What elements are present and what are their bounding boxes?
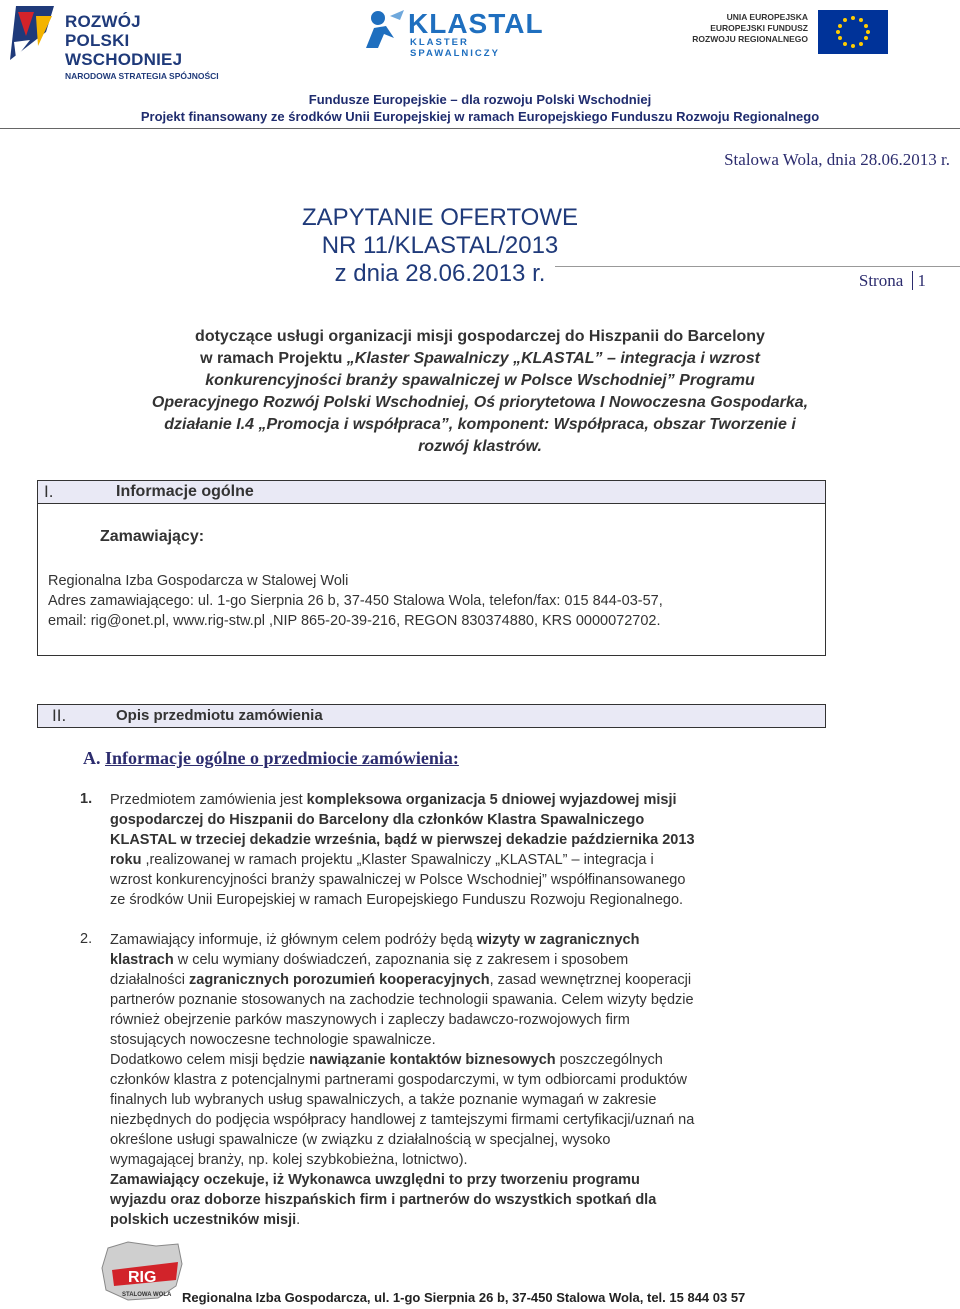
rig-logo xyxy=(98,1240,184,1304)
header-rule xyxy=(0,128,960,129)
item2-l13: Zamawiający oczekuje, iż Wykonawca uwzględni to przy tworzeniu programu xyxy=(110,1172,640,1188)
item2-l3b: zagranicznych porozumień kooperacyjnych xyxy=(189,972,490,988)
fund-line-2: Projekt finansowany ze środków Unii Europejskiej w ramach Europejskiego Funduszu Rozwoju Regionalnego xyxy=(140,109,820,124)
rig-poland-map-icon xyxy=(98,1240,184,1304)
subject-line3 xyxy=(40,370,920,392)
item2-l2b: w celu wymiany doświadczeń, zapoznania się z zakresem i sposobem xyxy=(173,952,629,968)
subject-line2-b: „Klaster Spawalniczy „KLASTAL” – integracja i wzrost xyxy=(346,350,760,367)
eu-flag-icon xyxy=(818,10,888,54)
item2-l15a: polskich uczestników misji xyxy=(110,1212,297,1228)
section-2-number: II. xyxy=(52,706,67,725)
klastal-welder-icon xyxy=(360,8,406,50)
address-line3: email: rig@onet.pl, www.rig-stw.pl ,NIP 865-20-39-216, REGON 830374880, KRS 0000072702. xyxy=(48,613,661,629)
logo-klastal xyxy=(360,8,560,59)
subject-line2 xyxy=(40,348,920,370)
logo-unia-europejska xyxy=(688,10,888,52)
address-line1: Regionalna Izba Gospodarcza w Stalowej Woli xyxy=(48,573,349,589)
item1-line6: ze środków Unii Europejskiej w ramach Europejskiego Funduszu Rozwoju Regionalnego. xyxy=(110,892,684,908)
subsection-a-letter: A. xyxy=(83,748,101,768)
item2-line6: stosujących nowoczesne technologie spawalnicze. xyxy=(110,1032,436,1048)
title-line2: NR 11/KLASTAL/2013 xyxy=(321,232,559,259)
subject-line2-a: w ramach Projektu xyxy=(200,350,347,367)
item1-l1a: Przedmiotem zamówienia jest xyxy=(110,792,307,808)
subject-line6 xyxy=(40,436,920,458)
item1-line3 xyxy=(110,830,814,850)
title-line3: z dnia 28.06.2013 r. xyxy=(334,260,546,287)
subsection-a-title xyxy=(83,748,459,769)
item2-l7a: Dodatkowo celem misji będzie xyxy=(110,1052,310,1068)
section-order-description-header xyxy=(37,704,826,728)
item2-line4: partnerów poznanie stosowanych na zachodzie technologii spawania. Celem wizyty będzie xyxy=(110,992,694,1008)
page-number-rule xyxy=(555,266,960,267)
subject-line3-text: konkurencyjności branży spawalniczej w Polsce Wschodniej” Programu xyxy=(205,372,755,389)
item1-line5: wzrost konkurencyjności branży spawalniczej w Polsce Wschodniej” współfinansowanego xyxy=(110,872,686,888)
item-2-number: 2. xyxy=(80,931,93,947)
item1-line2 xyxy=(110,810,814,830)
item1-l2: gospodarczej do Hiszpanii do Barcelony dla członków Klastra Spawalniczego xyxy=(110,812,645,828)
item2-line11: określone usługi spawalnicze (w związku z działalnością w specjalnej, wysoko xyxy=(110,1132,611,1148)
subject-line5 xyxy=(40,414,920,436)
item-1-text xyxy=(110,790,814,910)
fund-line-1: Fundusze Europejskie – dla rozwoju Polski Wschodniej xyxy=(308,92,652,107)
item2-line13 xyxy=(110,1170,814,1190)
rpw-line2: POLSKI WSCHODNIEJ xyxy=(65,31,183,69)
footer-text: Regionalna Izba Gospodarcza, ul. 1-go Sierpnia 26 b, 37-450 Stalowa Wola, tel. 15 844 03 57 xyxy=(182,1290,746,1305)
rig-logo-subtext: STALOWA WOLA xyxy=(122,1292,172,1298)
item2-line15 xyxy=(110,1210,814,1230)
item-2-text xyxy=(110,930,814,1230)
title-line1: ZAPYTANIE OFERTOWE xyxy=(301,204,579,231)
subject-block xyxy=(40,326,920,458)
item2-line1 xyxy=(110,930,814,950)
section-1-title: Informacje ogólne xyxy=(116,483,254,500)
eu-line3: ROZWOJU REGIONALNEGO xyxy=(692,34,808,44)
subsection-a-text: Informacje ogólne o przedmiocie zamówienia: xyxy=(105,748,459,768)
logo-rozwoj-polski-wschodniej xyxy=(8,2,248,81)
item2-line7 xyxy=(110,1050,814,1070)
item2-line8: członków klastra z potencjalnymi partnerami gospodarczymi, w tym odbiorcami produktów xyxy=(110,1072,688,1088)
ordering-party-label: Zamawiający: xyxy=(100,528,205,545)
item1-l3: KLASTAL w trzeciej dekadzie września, bądź w pierwszej dekadzie października 2013 xyxy=(110,832,695,848)
item2-line5: również obejrzenie parków maszynowych i zapleczy badawczo-rozwojowych firm xyxy=(110,1012,630,1028)
subject-line4-text: Operacyjnego Rozwój Polski Wschodniej, Oś priorytetowa I Nowoczesna Gospodarka, xyxy=(151,394,809,411)
item2-line2 xyxy=(110,950,814,970)
item1-line4 xyxy=(110,850,814,870)
item2-l7c: poszczególnych xyxy=(555,1052,663,1068)
subject-line4 xyxy=(40,392,920,414)
item2-line3 xyxy=(110,970,814,990)
item2-l15b: . xyxy=(296,1212,301,1228)
ordering-party-address xyxy=(48,571,818,631)
item2-l3c: , zasad wewnętrznej kooperacji xyxy=(489,972,692,988)
item-1-number: 1. xyxy=(80,791,93,807)
subject-line5-text: działanie I.4 „Promocja i współpraca”, komponent: Współpraca, obszar Tworzenie i xyxy=(164,416,796,433)
item2-l2a: klastrach xyxy=(110,952,174,968)
rig-logo-text: RIG xyxy=(128,1269,157,1286)
item2-l1a: Zamawiający informuje, iż głównym celem podróży będą xyxy=(110,932,477,948)
item2-line10: niezbędnych do podjęcia współpracy handlowej z tamtejszymi firmami certyfikacji/uznań na xyxy=(110,1112,695,1128)
section-general-info xyxy=(37,480,826,656)
section-2-title: Opis przedmiotu zamówienia xyxy=(116,707,323,724)
page-label: Strona xyxy=(858,271,904,290)
document-title xyxy=(290,204,590,288)
subject-line1: dotyczące usługi organizacji misji gospodarczej do Hiszpanii do Barcelony xyxy=(195,328,765,345)
rpw-line1: ROZWÓJ xyxy=(65,12,141,31)
item1-line1 xyxy=(110,790,814,810)
subject-line6-text: rozwój klastrów. xyxy=(418,438,542,455)
item2-l1b: wizyty w zagranicznych xyxy=(476,932,640,948)
rpw-line3: NARODOWA STRATEGIA SPÓJNOŚCI xyxy=(65,71,219,81)
page-number-value: 1 xyxy=(912,271,927,290)
item2-line14 xyxy=(110,1190,814,1210)
eu-line1: UNIA EUROPEJSKA xyxy=(726,12,808,22)
klastal-subtitle: KLASTER SPAWALNICZY xyxy=(410,37,500,59)
eu-line2: EUROPEJSKI FUNDUSZ xyxy=(710,23,808,33)
item2-l7b: nawiązanie kontaktów biznesowych xyxy=(309,1052,556,1068)
section-1-number: I. xyxy=(44,482,54,501)
klastal-title: KLASTAL xyxy=(408,8,544,39)
rpw-emblem-icon xyxy=(8,2,63,64)
address-line2: Adres zamawiającego: ul. 1-go Sierpnia 26 b, 37-450 Stalowa Wola, telefon/fax: 015 844-03-57, xyxy=(48,593,663,609)
page-number xyxy=(859,271,926,291)
item1-l1b: kompleksowa organizacja 5 dniowej wyjazdowej misji xyxy=(306,792,677,808)
item2-line12: wymagającej branży, np. kolej szybkobieżna, lotnictwo). xyxy=(110,1152,468,1168)
section-general-header xyxy=(38,481,825,504)
item2-l14: wyjazdu oraz doborze hiszpańskich firm i partnerów do wszystkich spotkań dla xyxy=(110,1192,657,1208)
item2-line9: finalnych lub wybranych usług spawalniczych, a także poznanie wymagań w zakresie xyxy=(110,1092,657,1108)
item2-l3a: działalności xyxy=(110,972,189,988)
document-date: Stalowa Wola, dnia 28.06.2013 r. xyxy=(724,150,950,169)
item1-l4b: ,realizowanej w ramach projektu „Klaster Spawalniczy „KLASTAL” – integracja i xyxy=(141,852,654,868)
item1-l4a: roku xyxy=(110,852,142,868)
